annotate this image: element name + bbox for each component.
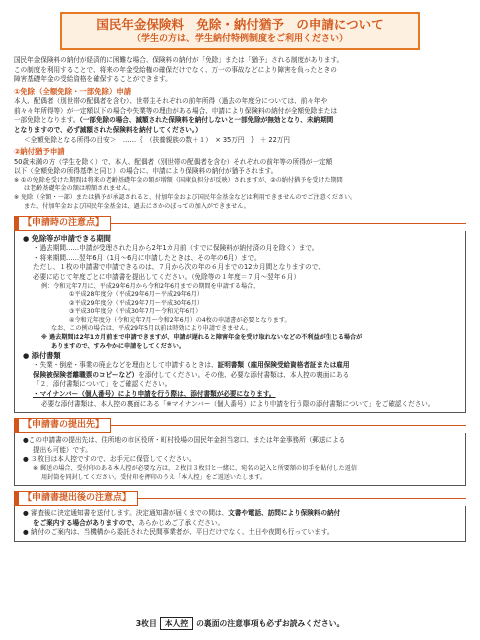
submission-note: ※ 郵送の場合、受付印のある本人控が必要な方は、２枚目３枚目と一緒に、宛名の記入と所要額の切手を貼付した返信 bbox=[33, 465, 357, 472]
deferment-heading: ②納付猶予申請 bbox=[14, 147, 65, 157]
intro-line: 国民年金保険料の納付が経済的に困難な場合、保険料の納付が「免除」または「猶予」される制度があります。 bbox=[14, 56, 344, 64]
deferment-note: ※ ①の免除を受けた期間は将来の老齢基礎年金の額が増額（国庫負担分が反映）されますが、②の納付猶予を受けた期間 bbox=[14, 176, 343, 184]
docs-text bbox=[23, 371, 459, 381]
past-period: ・過去期間……申請が受理された月から2年1カ月前（すでに保険料が納付済の月を除く）まで。 bbox=[33, 244, 319, 253]
income-formula: ＜全額免除となる所得の目安＞ ……｛ （扶養親族の数＋１） × 35万円 ｝ ＋ 22万円 bbox=[24, 135, 290, 144]
after-text: あらかじめご了承ください。 bbox=[138, 518, 225, 527]
exemption-heading: ①免除（全額免除・一部免除）申請 bbox=[14, 86, 132, 96]
intro-line: この制度を利用することで、将来の年金受給権の確保だけでなく、万一の事故などにより障害を負ったときの bbox=[14, 65, 337, 74]
page-title: 国民年金保険料 免除・納付猶予 の申請について bbox=[96, 17, 384, 32]
deferment-text: 50歳未満の方（学生を除く）で、本人、配偶者（別世帯の配偶者を含む）それぞれの前年等の所得が一定額 bbox=[14, 157, 333, 166]
docs-text: 「２．添付書類について」をご確認ください。 bbox=[33, 380, 172, 389]
application-notes-box bbox=[14, 231, 466, 413]
future-period: ・将来期間……翌年6月（1月～6月に申請したときは、その年の6月）まで。 bbox=[33, 253, 261, 262]
submission-tag: 【申請書の提出先】 bbox=[14, 418, 111, 433]
divider bbox=[111, 425, 466, 426]
after-header bbox=[14, 491, 466, 506]
deferment-note: は老齢基礎年金の額は増額されません。 bbox=[24, 185, 135, 193]
after-emphasis: をご案内する場合がありますので、 bbox=[33, 518, 139, 527]
docs-emphasis: 保険被保険者離職票のコピーなど） bbox=[33, 370, 139, 379]
after-tag: 【申請書提出後の注意点】 bbox=[14, 491, 138, 506]
example-item: ②平成29年度分（平成29年7月～平成30年6月） bbox=[69, 299, 203, 307]
docs-emphasis: 証明書類 bbox=[217, 361, 244, 370]
docs-text bbox=[23, 361, 459, 371]
period-heading: ● 免除等が申請できる期間 bbox=[23, 234, 111, 244]
late-warning: ありますので、すみやかに申請をしてください。 bbox=[51, 342, 185, 350]
mynumber-heading: ・マイナンバー（個人番号）により申請を行う際は、添付書類が必要になります。 bbox=[33, 390, 276, 399]
application-notes-header bbox=[14, 216, 466, 231]
after-emphasis: 文書や電話、訪問により保険料の納付 bbox=[228, 509, 341, 518]
page-subtitle: （学生の方は、学生納付特例制度をご利用ください） bbox=[131, 34, 348, 44]
footer-note bbox=[0, 617, 480, 630]
footer-suffix: の裏面の注意事項も必ずお読みください。 bbox=[196, 619, 345, 628]
deferment-note: また、付加年金および国民年金基金は、過去にさかのぼっての加入ができません。 bbox=[24, 202, 250, 210]
exemption-text-part: 一部免除となります。 bbox=[14, 116, 80, 125]
deferment-text: 以下（全額免除の所得基準と同じ）の場合に、申請により保険料の納付が猶予されます。 bbox=[14, 167, 278, 176]
intro-line: 障害基礎年金の受給資格を確保することができます。 bbox=[14, 75, 172, 84]
exemption-text: 前々々年所得等）が一定額以下の場合や失業等の理由がある場合、申請により保険料の納付が全額免除または bbox=[14, 106, 338, 115]
example-intro: 例：令和元年7月に、平成29年6月から令和2年6月までの期間を申請する場合、 bbox=[41, 282, 260, 290]
deferment-section bbox=[14, 147, 466, 211]
example-item: ④令和元年度分（令和元年7月～令和2年6月）の4枚の申請書が必要となります。 bbox=[69, 316, 291, 324]
after-item: ● 納付のご案内は、当機構から委託された民間事業者が、平日だけでなく、土日や夜間も行っています。 bbox=[23, 528, 334, 537]
example-item: ①平成28年度分（平成29年6月～平成29年6月） bbox=[69, 291, 203, 299]
submission-header bbox=[14, 418, 466, 433]
intro bbox=[14, 56, 466, 85]
after-box bbox=[14, 506, 466, 542]
exemption-text bbox=[14, 116, 466, 126]
exemption-text: 本人、配偶者（別世帯の配偶者を含む）、世帯主それぞれの前年所得（過去の年度分については、前々年や bbox=[14, 97, 328, 106]
footer-stamp: 本人控 bbox=[160, 617, 193, 630]
docs-text-part: ・失業・倒産・事業の廃止などを理由として申請するときは、 bbox=[33, 361, 218, 370]
submission-item: ● ３枚目は本人控ですので、お手元に保管してください。 bbox=[23, 455, 196, 464]
exemption-warning: となりますので、必ず減額された保険料を納付してください。） bbox=[14, 125, 202, 134]
application-notes-tag: 【申請時の注意点】 bbox=[14, 216, 111, 231]
after-text: ● 審査後に決定通知書を送付します。決定通知書が届くまでの間は、 bbox=[23, 509, 229, 518]
example-item: ③平成30年度分（平成30年7月～令和元年6月） bbox=[69, 308, 202, 316]
after-item bbox=[23, 509, 459, 519]
exemption-section bbox=[14, 87, 466, 145]
mynumber-text: 必要な添付書類は、本人控の裏面にある「※マイナンバー（個人番号）により申請を行う際の添付書類について」をご確認ください。 bbox=[41, 399, 435, 408]
footer-prefix: 3枚目 bbox=[135, 619, 157, 628]
submission-item: 提出も可能）です。 bbox=[33, 445, 92, 454]
docs-text-part: を添付してください。その他、必要な添付書類は、本人控の裏面にある bbox=[138, 370, 350, 379]
divider bbox=[138, 498, 466, 499]
docs-emphasis: （雇用保険受給資格者証または雇用 bbox=[244, 361, 350, 370]
exemption-warning: （一部免除の場合、減額された保険料を納付しないと一部免除が無効となり、未納期間 bbox=[79, 116, 334, 125]
submission-note: 用封筒を同封してください。受付印を押印のうえ「本人控」をご返送いたします。 bbox=[41, 473, 266, 481]
submission-box bbox=[14, 433, 466, 486]
title-box bbox=[60, 12, 420, 50]
example-note: なお、この例の場合は、平成29年5月以前は時効により申請できません。 bbox=[51, 325, 252, 333]
deferment-note: ※ 免除（全額・一部）または猶予が承認されると、付加年金および国民年金基金などは利用できませんのでご注意ください。 bbox=[14, 193, 357, 201]
late-warning: ※ 過去期間は2年1カ月前まで申請できますが、申請が遅れると障害年金を受け取れないなどの不利益が生じる場合が bbox=[41, 334, 363, 342]
rule-text: ただし、１枚の申請書で申請できるのは、７月から次の年の６月までの12カ月間となりますので、 bbox=[33, 263, 325, 272]
submission-item: ●この申請書の提出先は、住所地の市区役所・町村役場の国民年金担当窓口、または年金事務所（郵送による bbox=[23, 436, 346, 445]
after-item bbox=[23, 519, 459, 529]
divider bbox=[111, 223, 466, 224]
rule-text: 必要に応じて年度ごとに申請書を提出してください。（免除等の１年度＝７月～翌年６月） bbox=[33, 272, 301, 281]
docs-heading: ● 添付書類 bbox=[23, 351, 61, 361]
